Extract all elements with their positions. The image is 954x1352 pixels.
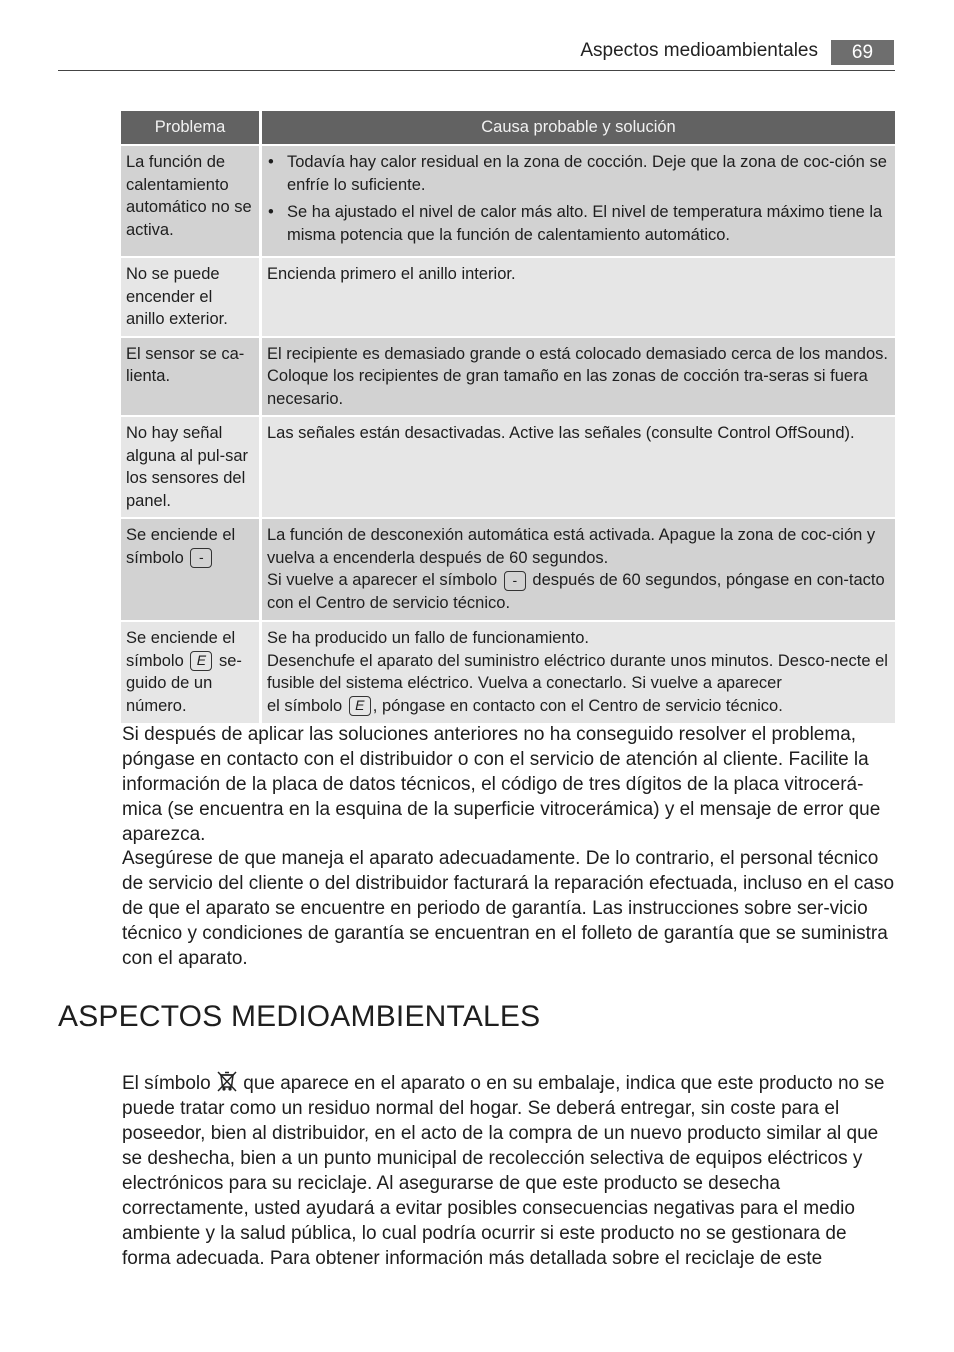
table-header-row: [121, 111, 895, 144]
env-text-post: que aparece en el aparato o en su embalaje, indica que este producto no se puede tratar como un residuo normal del hogar. Se deberá entregar, sin coste para el poseedor, bien al distribuidor, en el acto de la compra de un nuevo producto similar al que se deshecha, bien a un punto municipal de recolección selectiva de equipos eléctricos y electrónicos para su reciclaje. Al asegurarse de que este producto se desecha correctamente, usted ayudará a evitar posibles consecuencias negativas para el medio ambiente y la salud pública, lo cual podría ocurrir si este producto no se gestionara de forma adecuada. Para obtener información más detallada sobre el reciclaje de este: [122, 1073, 885, 1269]
problem-text: Se enciende el símbolo: [126, 629, 236, 670]
crossed-out-wheeled-bin-icon: [216, 1070, 238, 1092]
troubleshooting-table: [121, 111, 895, 723]
column-header-cause: Causa probable y solución: [262, 111, 895, 144]
problem-cell: [121, 620, 262, 723]
paragraph-environment: [122, 1070, 897, 1271]
solution-text-part: el símbolo: [267, 696, 343, 715]
dash-symbol-icon: -: [504, 571, 526, 591]
paragraph-contact: Si después de aplicar las soluciones anteriores no ha conseguido resolver el problema, póngase en contacto con el distribuidor o con el servicio de atención al cliente. Facilite la información de la placa de datos técnicos, el código de tres dígitos de la placa vitrocerá-mica (se encuentra en la esquina de la superficie vitrocerámica) y el mensaje de error que aparezca.: [122, 724, 881, 845]
list-item: • Se ha ajustado el nivel de calor más alto. El nivel de temperatura máximo tiene la misma potencia que la función de calentamiento automático.: [287, 201, 890, 246]
solution-text: La función de desconexión automática está activada. Apague la zona de coc-ción y vuelva a encenderla después de 60 segundos.: [267, 526, 876, 567]
env-text-pre: El símbolo: [122, 1073, 211, 1094]
table-row: [121, 336, 895, 416]
problem-cell: La función de calentamiento automático no se activa.: [121, 144, 262, 256]
header-divider: [58, 70, 895, 71]
table-row: [121, 415, 895, 517]
solution-cell: [262, 620, 895, 723]
problem-text: se-guido de un número.: [126, 651, 242, 715]
solution-text-part: después de 60 segundos, póngase en con-tacto con el Centro de servicio técnico.: [267, 571, 885, 612]
solution-cell: [262, 517, 895, 620]
paragraph-warranty: Asegúrese de que maneja el aparato adecuadamente. De lo contrario, el personal técnico de servicio del cliente o del distribuidor facturará la reparación efectuada, incluso en el caso de que el aparato se encuentre en periodo de garantía. Las instrucciones sobre ser-vicio técnico y condiciones de garantía se encuentran en el folleto de garantía que se suministra con el aparato.: [122, 848, 895, 969]
problem-cell: No hay señal alguna al pul-sar los sensores del panel.: [121, 415, 262, 517]
solution-text: Desenchufe el aparato del suministro eléctrico durante unos minutos. Desco-necte el fusible del sistema eléctrico. Vuelva a conectarlo. Si vuelve a aparecer: [267, 651, 888, 692]
problem-text: Se enciende el símbolo: [126, 526, 236, 567]
solution-text: Se ha producido un fallo de funcionamiento.: [267, 629, 589, 647]
solution-cell: Las señales están desactivadas. Active las señales (consulte Control OffSound).: [262, 415, 895, 517]
solution-cell: Encienda primero el anillo interior.: [262, 256, 895, 336]
solution-text: [267, 695, 890, 718]
solution-bullet-list: [267, 151, 890, 246]
column-header-problem: Problema: [121, 111, 262, 144]
problem-cell: [121, 517, 262, 620]
problem-cell: El sensor se ca-lienta.: [121, 336, 262, 416]
header-title: Aspectos medioambientales: [580, 40, 818, 61]
table-row: [121, 144, 895, 256]
section-title: ASPECTOS MEDIOAMBIENTALES: [58, 1000, 541, 1033]
list-item: • Todavía hay calor residual en la zona de cocción. Deje que la zona de coc-ción se enfríe lo suficiente.: [287, 151, 890, 196]
table-row: [121, 620, 895, 723]
solution-text-part: , póngase en contacto con el Centro de servicio técnico.: [372, 696, 783, 715]
error-e-symbol-icon: E: [190, 651, 212, 671]
dash-symbol-icon: -: [190, 548, 212, 568]
solution-cell: El recipiente es demasiado grande o está colocado demasiado cerca de los mandos. Coloque los recipientes de gran tamaño en las zonas de cocción tra-seras si fuera necesario.: [262, 336, 895, 416]
problem-cell: No se puede encender el anillo exterior.: [121, 256, 262, 336]
solution-cell: [262, 144, 895, 256]
solution-text: [267, 569, 890, 614]
table-row: [121, 517, 895, 620]
page-number: 69: [831, 40, 894, 65]
solution-text-part: Si vuelve a aparecer el símbolo: [267, 571, 498, 589]
error-e-symbol-icon: E: [349, 696, 371, 716]
table-row: [121, 256, 895, 336]
